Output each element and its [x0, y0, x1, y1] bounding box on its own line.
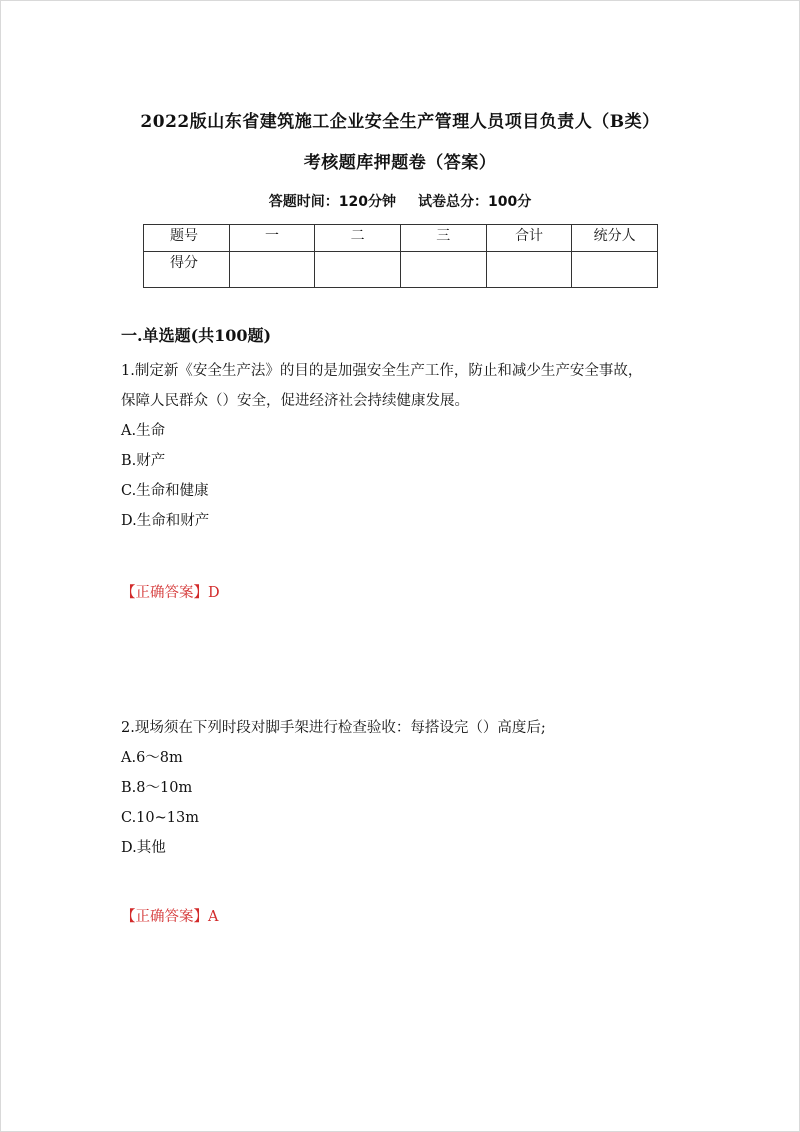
score-cell — [572, 252, 658, 288]
doc-title-line2: 考核题库押题卷（答案） — [303, 153, 497, 173]
score-header-cell: 题号 — [144, 225, 230, 252]
question-stem: 保障人民群众（）安全，促进经济社会持续健康发展。 — [121, 393, 469, 409]
question-option: B.8～10m — [121, 780, 193, 796]
score-row-label: 得分 — [144, 252, 230, 288]
exam-meta — [0, 191, 800, 211]
score-cell — [315, 252, 401, 288]
question-option: B.财产 — [121, 453, 166, 469]
score-header-cell: 合计 — [486, 225, 572, 252]
answer-2: 【正确答案】A — [121, 909, 219, 925]
score-header-cell: 一 — [229, 225, 315, 252]
score-table-header-row — [144, 225, 658, 252]
question-option: C.10~13m — [121, 810, 199, 826]
score-header-cell: 统分人 — [572, 225, 658, 252]
question-option: A.生命 — [121, 423, 166, 439]
exam-time: 答题时间：120分钟 — [268, 194, 396, 210]
score-cell — [486, 252, 572, 288]
question-stem: 2.现场须在下列时段对脚手架进行检查验收：每搭设完（）高度后; — [121, 720, 546, 736]
question-stem: 1.制定新《安全生产法》的目的是加强安全生产工作，防止和减少生产安全事故， — [121, 363, 643, 379]
score-table — [143, 224, 658, 288]
doc-title-line1: 2022版山东省建筑施工企业安全生产管理人员项目负责人（B类） — [140, 112, 660, 132]
question-option: C.生命和健康 — [121, 483, 209, 499]
score-cell — [229, 252, 315, 288]
score-header-cell: 二 — [315, 225, 401, 252]
score-cell — [400, 252, 486, 288]
score-header-cell: 三 — [400, 225, 486, 252]
section-title: 一.单选题(共100题) — [121, 326, 272, 345]
question-1 — [121, 356, 701, 536]
score-table-row — [144, 252, 658, 288]
question-option: D.生命和财产 — [121, 513, 210, 529]
question-option: D.其他 — [121, 840, 166, 856]
exam-total-score: 试卷总分：100分 — [418, 194, 532, 210]
question-option: A.6～8m — [121, 750, 183, 766]
question-2 — [121, 713, 701, 863]
answer-1: 【正确答案】D — [121, 585, 220, 601]
